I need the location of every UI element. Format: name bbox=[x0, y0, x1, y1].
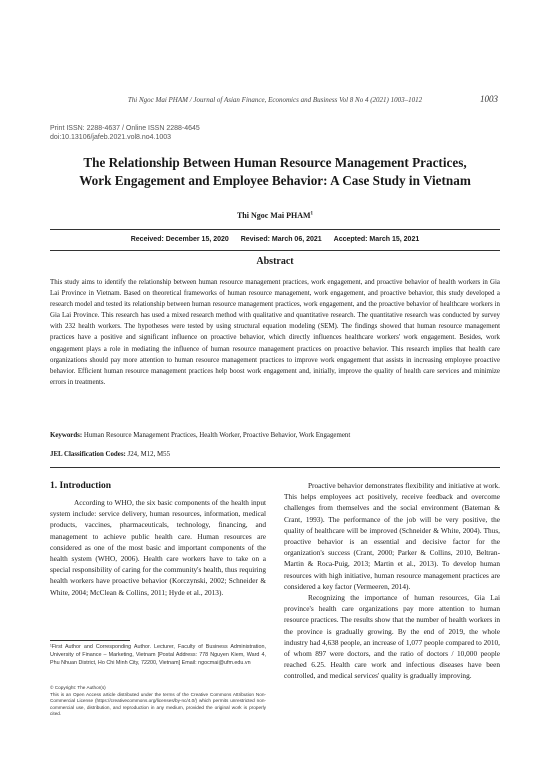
copyright-notice bbox=[50, 685, 266, 718]
right-column bbox=[284, 480, 500, 682]
author-footnote: ¹First Author and Corresponding Author. Lecturer, Faculty of Business Administration, University of Finance – Marketing, Vietnam [Postal Address: 778 Nguyen Kiem, Ward 4, Phu Nhuan District, Ho Chi Minh City, 72200, Vietnam] Email: ngocmai@ufm.edu.vn bbox=[50, 644, 266, 666]
copyright-title: © Copyright: The Author(s) bbox=[50, 685, 106, 690]
issn-block bbox=[50, 124, 200, 142]
revised-date: Revised: March 06, 2021 bbox=[240, 236, 322, 243]
copyright-text: This is an Open Access article distributed under the terms of the Creative Commons Attribution Non-Commercial License (https://creativecommons.org/licenses/by-nc/4.0/) which permits unrestricted non-commercial use, distribution, and reproduction in any medium, provided the original work is properly cited. bbox=[50, 691, 266, 717]
author-text: Thi Ngoc Mai PHAM bbox=[236, 211, 311, 220]
author-name bbox=[50, 211, 500, 220]
body-paragraph: Recognizing the importance of human resources, Gia Lai province's health care organizations pay more attention to human resource practices. The results show that the number of health workers in the province is gradually growing. By the end of 2019, the whole industry had 4,638 people, an increase of 1,077 people compared to 2010, of whom 897 were doctors, and the ratio of doctors / 10,000 people reached 6.25. Health care work and infectious diseases have been controlled, and medical services' quality is gradually improving. bbox=[284, 593, 500, 681]
abstract-heading: Abstract bbox=[256, 256, 294, 267]
divider-top bbox=[50, 229, 500, 230]
section-heading-introduction: 1. Introduction bbox=[50, 481, 112, 491]
doi-line: doi:10.13106/jafeb.2021.vol8.no4.1003 bbox=[50, 134, 172, 141]
keywords-text: Human Resource Management Practices, Health Worker, Proactive Behavior, Work Engagement bbox=[83, 432, 351, 439]
divider-body bbox=[50, 467, 500, 468]
body-paragraph: Proactive behavior demonstrates flexibility and initiative at work. This helps employees act positively, receive feedback and overcome challenges from themselves and the social environment (Bateman & Crant, 1993). The performance of the job will be very positive, the quality of healthcare will be improved (Schneider & White, 2004). Thus, proactive behavior is an essential and decisive factor for the organization's success (Crant, 2000; Parker & Collins, 2010, Beltran-Martin & Roca-Puig, 2013; Martin et al., 2013). To develop human resources with high initiative, human resource management practices are considered a key factor (Vermeeren, 2014). bbox=[284, 481, 500, 591]
article-title bbox=[50, 154, 500, 190]
received-date: Received: December 15, 2020 bbox=[130, 236, 229, 243]
keywords bbox=[50, 431, 500, 441]
jel-text: J24, M12, M55 bbox=[127, 451, 171, 458]
title-line-1: The Relationship Between Human Resource Management Practices, bbox=[83, 155, 467, 170]
issn-line: Print ISSN: 2288-4637 / Online ISSN 2288-4645 bbox=[50, 125, 200, 132]
author-sup: 1 bbox=[310, 211, 314, 217]
abstract-text: This study aims to identify the relationship between human resource management practices, work engagement, and proactive behavior of health workers in Gia Lai Province in Vietnam. Based on theoretical frameworks of human resource management, work engagement, and proactive behavior, this study developed a research model and tested its relationship between human resource management practices, work engagement, and the proactive behavior of healthcare workers in Gia Lai Province. This research has used a mixed research method with qualitative and quantitative research. The quantitative research was conducted by survey with 232 health workers. The hypotheses were tested by using structural equation modeling (SEM). The findings showed that human resource management practices have a positive and significant influence on proactive behavior, which directly influences healthcare workers' work engagement. Besides, work engagement plays a role in mediating the influence of human resource management practices on proactive behavior. This research implies that health care organizations should pay more attention to human resource management practices to improve work engagement that assists in increasing employee proactive behavior. Efficient human resource management practices help boost work engagement and, initially, improve the quality of health care services and minimize errors in treatments. bbox=[50, 279, 500, 386]
keywords-label: Keywords: bbox=[50, 432, 83, 439]
jel-label: JEL Classification Codes: bbox=[50, 451, 126, 458]
running-head: Thi Ngoc Mai PHAM / Journal of Asian Finance, Economics and Business Vol 8 No 4 (2021) 1003–1012 bbox=[127, 96, 423, 104]
body-paragraph: According to WHO, the six basic components of the health input system include: service delivery, human resources, information, medical products, vaccines, pharmaceuticals, technology, financing, and management to achieve public health care. Human resources are considered as one of the most basic and important components of the health system (WHO, 2006). Health care workers have to take on a special responsibility of caring for the community's health, thus requiring health workers have proactive behavior (Korczynski, 2002; Schneider & White, 2004; McClean & Collins, 2011; Hyde et al., 2013). bbox=[50, 498, 266, 597]
title-line-2: Work Engagement and Employee Behavior: A Case Study in Vietnam bbox=[79, 173, 471, 188]
page-number: 1003 bbox=[480, 94, 498, 104]
footnote-divider bbox=[50, 640, 130, 641]
accepted-date: Accepted: March 15, 2021 bbox=[333, 236, 420, 243]
left-column bbox=[50, 480, 266, 598]
jel-codes bbox=[50, 450, 500, 460]
article-dates bbox=[50, 236, 500, 243]
divider-dates bbox=[50, 250, 500, 251]
